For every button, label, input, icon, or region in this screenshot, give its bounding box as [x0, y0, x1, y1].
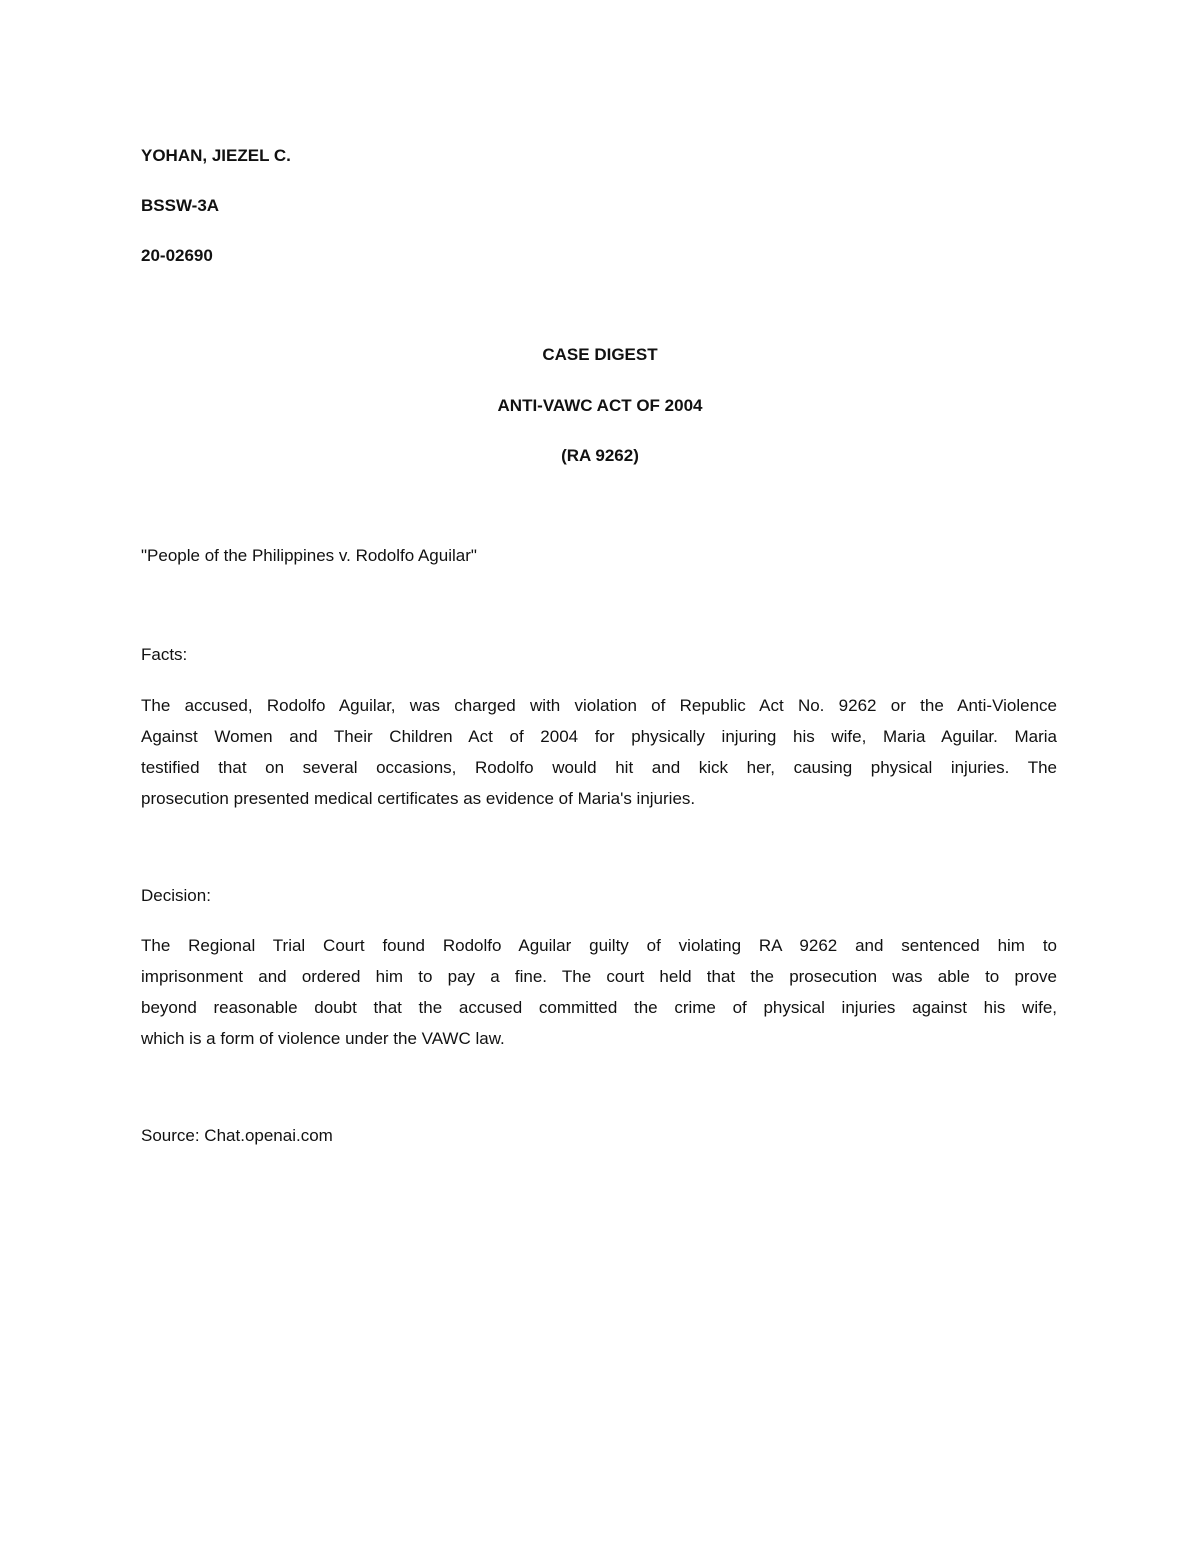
decision-line: The Regional Trial Court found Rodolfo Aguilar guilty of violating RA 9262 and sentenced him to — [141, 936, 1057, 955]
decision-line: which is a form of violence under the VAWC law. — [141, 1029, 505, 1048]
document-title: CASE DIGEST — [542, 345, 658, 364]
facts-line: testified that on several occasions, Rodolfo would hit and kick her, causing physical injuries. The — [141, 758, 1057, 777]
section-code: BSSW-3A — [141, 196, 220, 215]
decision-paragraph — [141, 930, 1057, 1054]
author-name: YOHAN, JIEZEL C. — [141, 146, 291, 165]
facts-paragraph — [141, 690, 1057, 814]
facts-line: Against Women and Their Children Act of 2004 for physically injuring his wife, Maria Aguilar. Maria — [141, 727, 1057, 746]
facts-line: The accused, Rodolfo Aguilar, was charged with violation of Republic Act No. 9262 or the Anti-Violence — [141, 696, 1057, 715]
case-name: "People of the Philippines v. Rodolfo Aguilar" — [141, 546, 477, 565]
decision-heading: Decision: — [141, 886, 211, 905]
facts-line: prosecution presented medical certificates as evidence of Maria's injuries. — [141, 789, 696, 808]
act-title: ANTI-VAWC ACT OF 2004 — [497, 396, 703, 415]
republic-act-number: (RA 9262) — [561, 446, 639, 465]
facts-heading: Facts: — [141, 645, 188, 664]
decision-line: beyond reasonable doubt that the accused committed the crime of physical injuries against his wife, — [141, 998, 1057, 1017]
student-id: 20-02690 — [141, 246, 213, 265]
source-line: Source: Chat.openai.com — [141, 1126, 333, 1145]
decision-line: imprisonment and ordered him to pay a fine. The court held that the prosecution was able to prove — [141, 967, 1057, 986]
